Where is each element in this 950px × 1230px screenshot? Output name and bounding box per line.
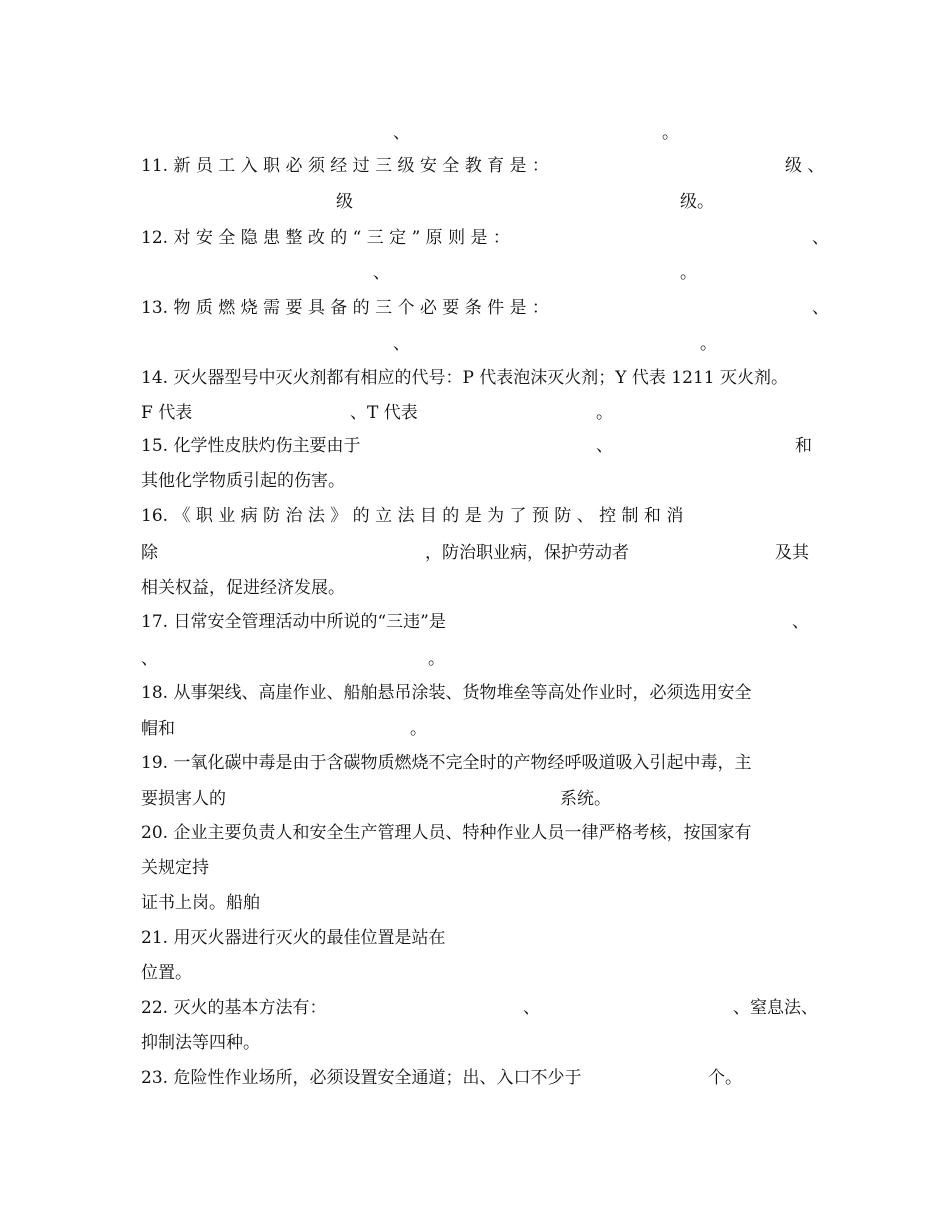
q23-end: 个。	[708, 1068, 742, 1088]
q18-line2: 帽和	[141, 719, 175, 739]
q19-text: 19. 一氧化碳中毒是由于含碳物质燃烧不完全时的产物经呼吸道吸入引起中毒，主	[141, 753, 752, 773]
q10-separator: 、	[393, 123, 410, 143]
q23-text: 23. 危险性作业场所，必须设置安全通道；出、入口不少于	[141, 1068, 582, 1088]
q17-separator-2: 、	[141, 649, 158, 669]
q20-text: 20. 企业主要负责人和安全生产管理人员、特种作业人员一律严格考核，按国家有	[141, 823, 752, 843]
q12-end: 。	[680, 263, 697, 283]
q16-text: 16. 《 职 业 病 防 治 法 》 的 立 法 目 的 是 为 了 预 防 、 控 制 和 消	[141, 506, 684, 526]
q15-text: 15. 化学性皮肤灼伤主要由于	[141, 436, 361, 456]
q16-chu: 除	[141, 543, 158, 563]
q12-separator-2: 、	[373, 263, 390, 283]
q11-text: 11. 新 员 工 入 职 必 须 经 过 三 级 安 全 教 育 是 ：	[141, 156, 549, 176]
q19-line2: 要损害人的	[141, 789, 226, 809]
q19-end: 系统。	[560, 789, 611, 809]
q14-end: 。	[596, 403, 613, 423]
q22-separator: 、	[523, 998, 540, 1018]
q14-text: 14. 灭火器型号中灭火剂都有相应的代号：P 代表泡沫灭火剂；Y 代表 1211 灭火剂。	[141, 368, 788, 388]
q22-line2: 抑制法等四种。	[141, 1033, 260, 1053]
q15-and: 和	[795, 436, 812, 456]
q17-end: 。	[428, 649, 445, 669]
q11-level3: 级。	[680, 192, 714, 212]
q18-end: 。	[410, 719, 427, 739]
q13-text: 13. 物 质 燃 烧 需 要 具 备 的 三 个 必 要 条 件 是 ：	[141, 298, 549, 318]
q17-separator-1: 、	[792, 612, 809, 632]
q16-middle: ，防治职业病，保护劳动者	[425, 543, 629, 563]
q16-jiqi: 及其	[775, 543, 809, 563]
q12-text: 12. 对 安 全 隐 患 整 改 的 “ 三 定 ” 原 则 是 ：	[141, 228, 510, 248]
q13-separator-2: 、	[393, 334, 410, 354]
q10-end: 。	[662, 123, 679, 143]
q12-separator-1: 、	[812, 228, 829, 248]
q16-line3: 相关权益，促进经济发展。	[141, 578, 345, 598]
q20-line2: 关规定持	[141, 858, 209, 878]
q15-line2: 其他化学物质引起的伤害。	[141, 471, 345, 491]
q20-line3: 证书上岗。船舶	[141, 893, 260, 913]
q14-t-label: 、T 代表	[350, 403, 418, 423]
q22-text: 22. 灭火的基本方法有：	[141, 998, 327, 1018]
q22-rest: 、窒息法、	[733, 998, 818, 1018]
q21-line2: 位置。	[141, 963, 192, 983]
q14-f-label: F 代表	[141, 403, 193, 423]
q17-text: 17. 日常安全管理活动中所说的“三违”是	[141, 612, 446, 632]
q13-end: 。	[700, 334, 717, 354]
q18-text: 18. 从事架线、高崖作业、船舶悬吊涂装、货物堆垒等高处作业时，必须选用安全	[141, 683, 752, 703]
q11-level1: 级 、	[785, 156, 825, 176]
q15-separator: 、	[596, 436, 613, 456]
q13-separator-1: 、	[812, 298, 829, 318]
q21-text: 21. 用灭火器进行灭火的最佳位置是站在	[141, 928, 446, 948]
q11-level2: 级	[336, 192, 353, 212]
